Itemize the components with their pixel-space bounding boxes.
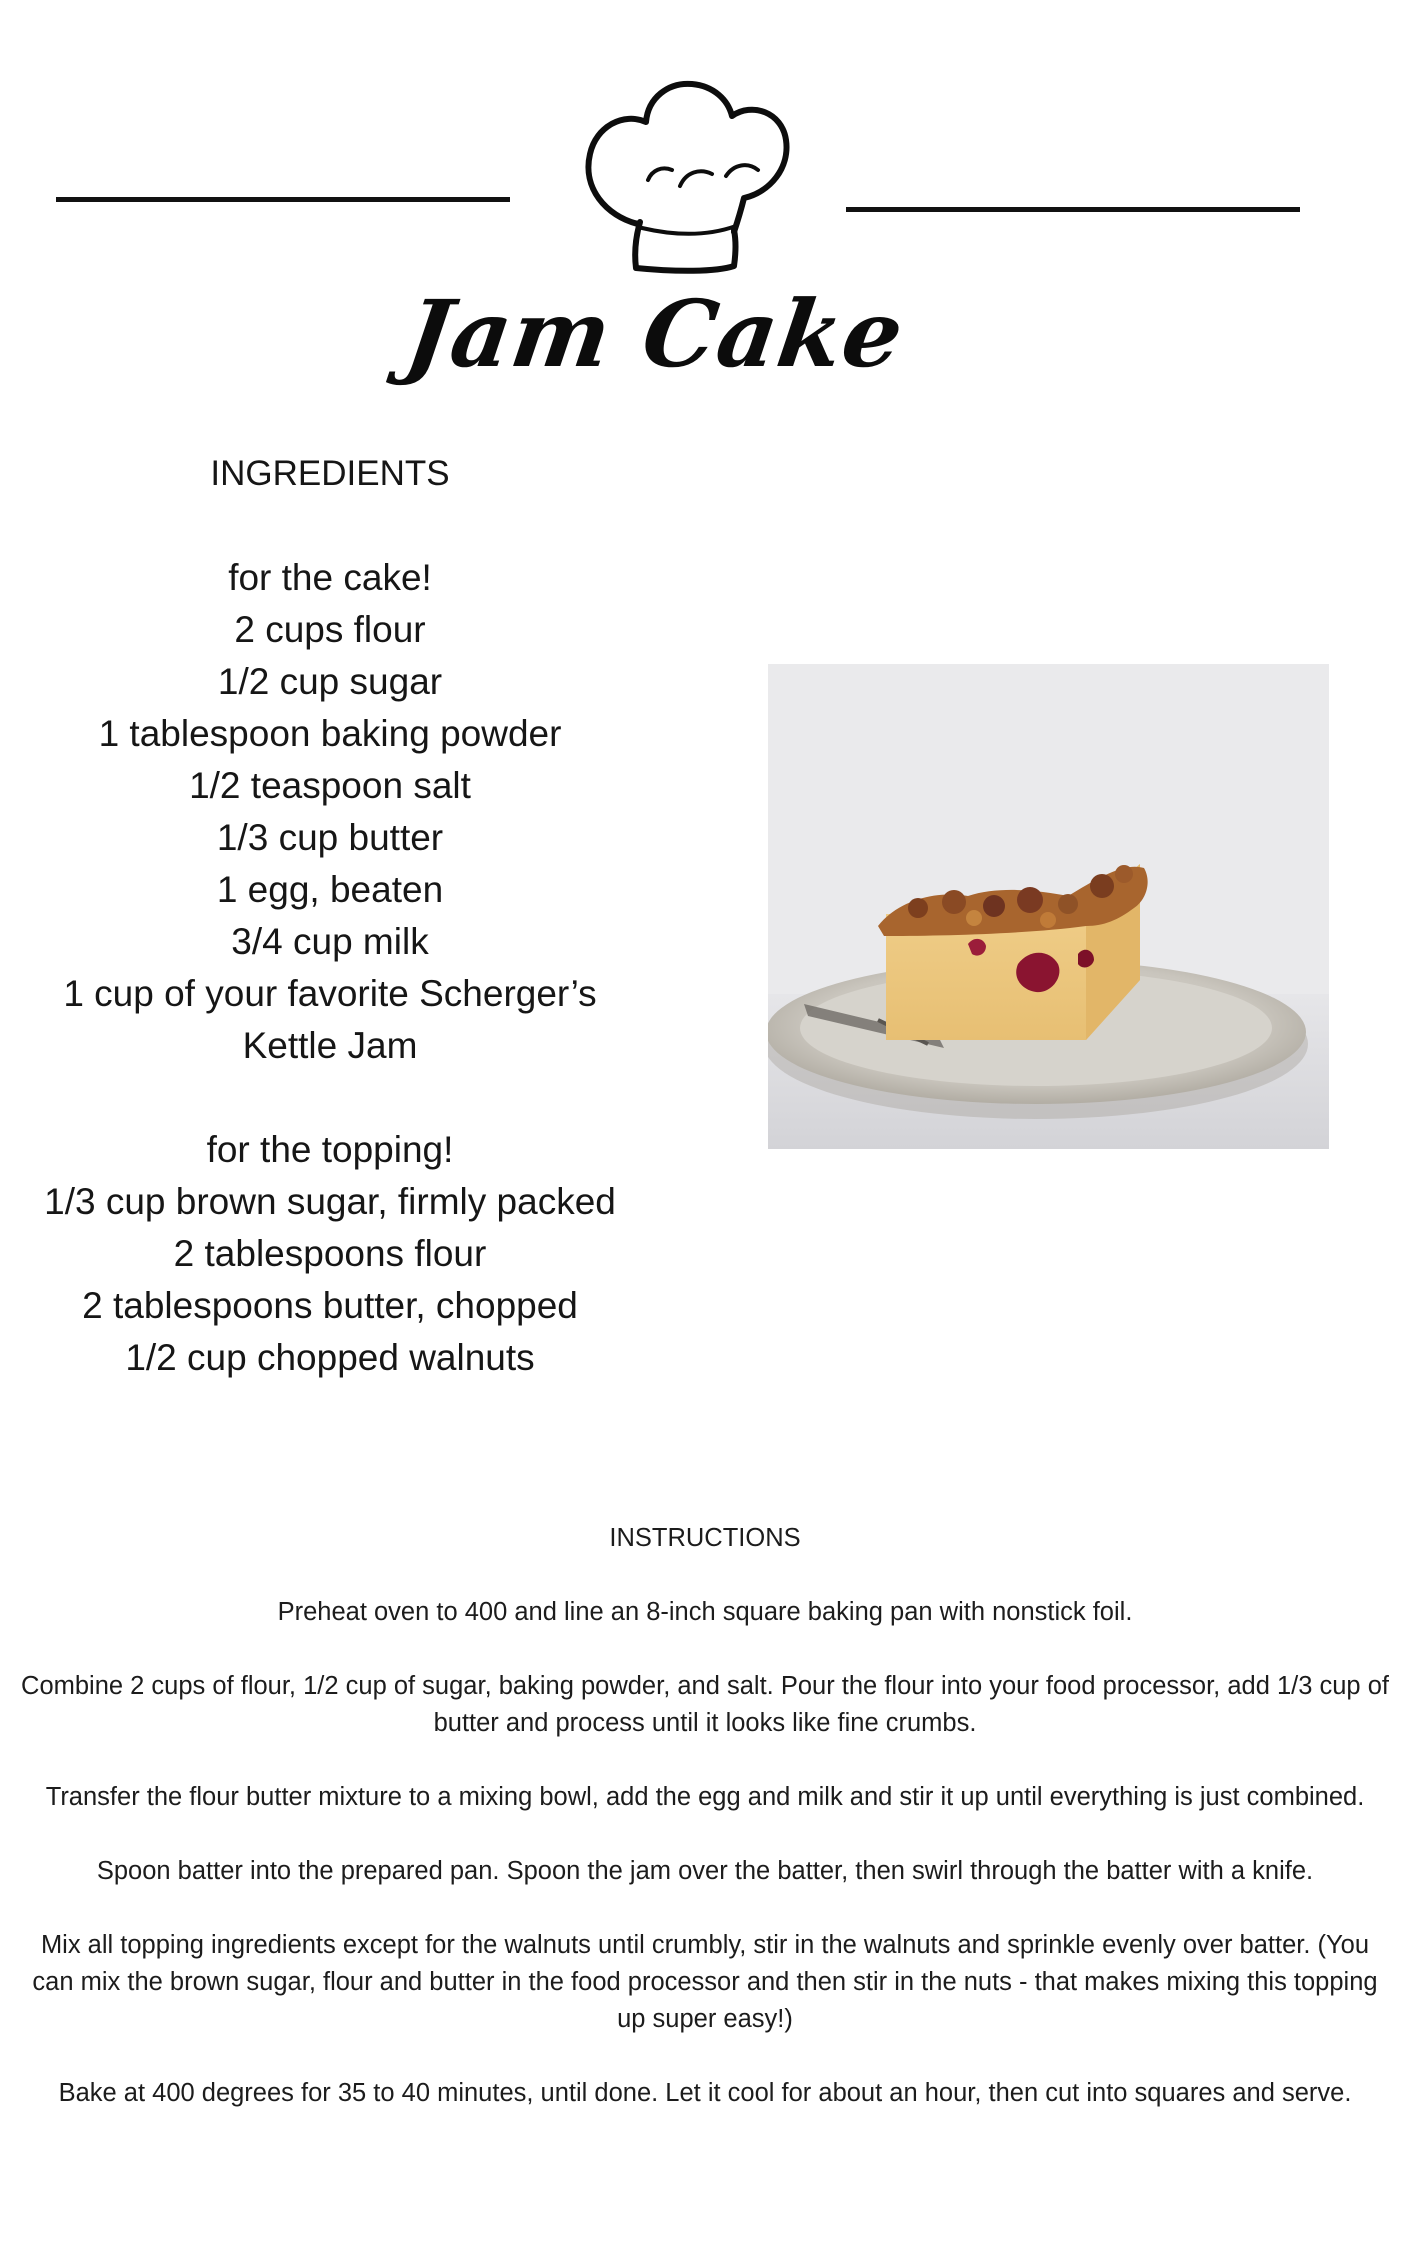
ingredient-item: 2 tablespoons flour [173,1233,487,1274]
jam-cake-photo [768,664,1329,1149]
instruction-step: Preheat oven to 400 and line an 8-inch square baking pan with nonstick foil. [277,1598,1133,1626]
ingredients-spacer [30,1072,630,1124]
ingredient-item: 1/2 teaspoon salt [189,765,471,806]
instructions-section [20,1520,1390,2149]
recipe-title: Jam Cake [399,280,911,388]
header-rule-right [846,207,1300,212]
instructions-heading: INSTRUCTIONS [609,1524,801,1552]
instruction-step: Bake at 400 degrees for 35 to 40 minutes, until done. Let it cool for about an hour, then cut into squares and serve. [58,2079,1352,2107]
ingredients-heading: INGREDIENTS [210,454,450,493]
ingredient-item: 2 cups flour [234,609,426,650]
ingredient-item: Kettle Jam [242,1025,418,1066]
ingredient-item: 1/2 cup sugar [217,661,443,702]
instruction-step: Mix all topping ingredients except for the walnuts until crumbly, stir in the walnuts and sprinkle evenly over batter. (You can mix the brown sugar, flour and butter in the food processor and then stir in the nuts - that makes mixing this topping up super easy!) [32,1931,1378,2033]
instruction-step: Combine 2 cups of flour, 1/2 cup of sugar, baking powder, and salt. Pour the flour into your food processor, add 1/3 cup of butter and process until it looks like fine crumbs. [21,1672,1389,1737]
ingredient-item: 1 egg, beaten [216,869,444,910]
ingredient-item: 1/3 cup butter [216,817,444,858]
ingredient-item: 2 tablespoons butter, chopped [82,1285,578,1326]
chef-hat-icon [576,76,794,276]
instruction-step: Spoon batter into the prepared pan. Spoon the jam over the batter, then swirl through the batter with a knife. [96,1857,1314,1885]
instruction-step: Transfer the flour butter mixture to a mixing bowl, add the egg and milk and stir it up until everything is just combined. [45,1783,1365,1811]
topping-ingredients-label: for the topping! [206,1129,454,1170]
cake-ingredients-label: for the cake! [228,557,432,598]
ingredient-item: 1/2 cup chopped walnuts [125,1337,535,1378]
ingredients-section [30,448,630,1384]
ingredient-item: 1 tablespoon baking powder [98,713,562,754]
ingredient-item: 1 cup of your favorite Scherger’s [63,973,597,1014]
ingredient-item: 3/4 cup milk [231,921,429,962]
header-rule-left [56,197,510,202]
ingredient-item: 1/3 cup brown sugar, firmly packed [44,1181,616,1222]
